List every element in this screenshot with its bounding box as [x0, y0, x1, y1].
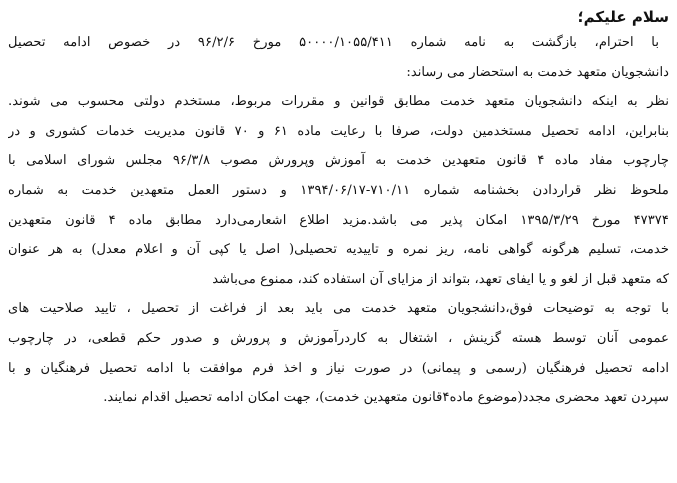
text-line: دانشجویان متعهد خدمت به استحضار می رساند:	[406, 64, 669, 80]
text-line: ملحوظ نظر قراردادن بخشنامه شماره ۷۱۰/۱۱-۱۳۹۴/۰۶/۱۷ و دستور العمل متعهدین خدمت به شماره	[8, 182, 669, 198]
text-line: بنابراین، ادامه تحصیل مستخدمین دولت، صرفا با رعایت ماده ۶۱ و ۷۰ قانون مدیریت خدمات کشوری و در	[8, 123, 669, 139]
text-line: با احترام، بازگشت به نامه شماره ۵۰۰۰۰/۱۰۵۵/۴۱۱ مورخ ۹۶/۲/۶ در خصوص ادامه تحصیل	[8, 35, 659, 50]
text-line: ادامه تحصیل فرهنگیان (رسمی و پیمانی) در صورت نیاز و اخذ فرم موافقت با ادامه تحصیل فرهنگیان و با	[8, 360, 669, 376]
paragraph-conclusion	[8, 294, 669, 412]
text-line: خدمت، تسلیم هرگونه گواهی نامه، ریز نمره و تاییدیه تحصیلی( اصل یا کپی آن و اعلام معدل) به هر عنوان	[8, 242, 669, 258]
paragraph-legal-basis	[8, 87, 669, 294]
text-line: که متعهد قبل از لغو و یا ایفای تعهد، بتواند از مزایای آن استفاده کند، ممنوع می‌باشد	[212, 271, 669, 287]
text-line: ۴۷۳۷۴ مورخ ۱۳۹۵/۳/۲۹ امکان پذیر می باشد.مزید اطلاع اشعارمی‌دارد مطابق ماده ۴ قانون متعهدین	[8, 212, 669, 228]
text-line: عمومی آنان توسط هسته گزینش ، اشتغال به کاردرآموزش و پرورش و صدور حکم قطعی، در چارچوب	[8, 330, 669, 346]
text-line: چارچوب مفاد ماده ۴ قانون متعهدین خدمت به آموزش وپرورش مصوب ۹۶/۳/۸ مجلس شورای اسلامی با	[8, 153, 669, 169]
paragraph-reference	[8, 28, 669, 87]
greeting-heading: سلام علیکم؛	[577, 8, 669, 26]
text-line: با توجه به توضیحات فوق،دانشجویان متعهد خدمت می باید بعد از فراغت از تحصیل ، تایید صلاحیت های	[8, 301, 669, 317]
letter-body	[8, 6, 669, 413]
text-line: سپردن تعهد محضری مجدد(موضوع ماده۴قانون متعهدین خدمت)، جهت امکان ادامه تحصیل اقدام نمایند.	[103, 390, 669, 406]
text-line: نظر به اینکه دانشجویان متعهد خدمت مطابق قوانین و مقررات مربوط، مستخدم دولتی محسوب می شوند.	[8, 94, 669, 110]
